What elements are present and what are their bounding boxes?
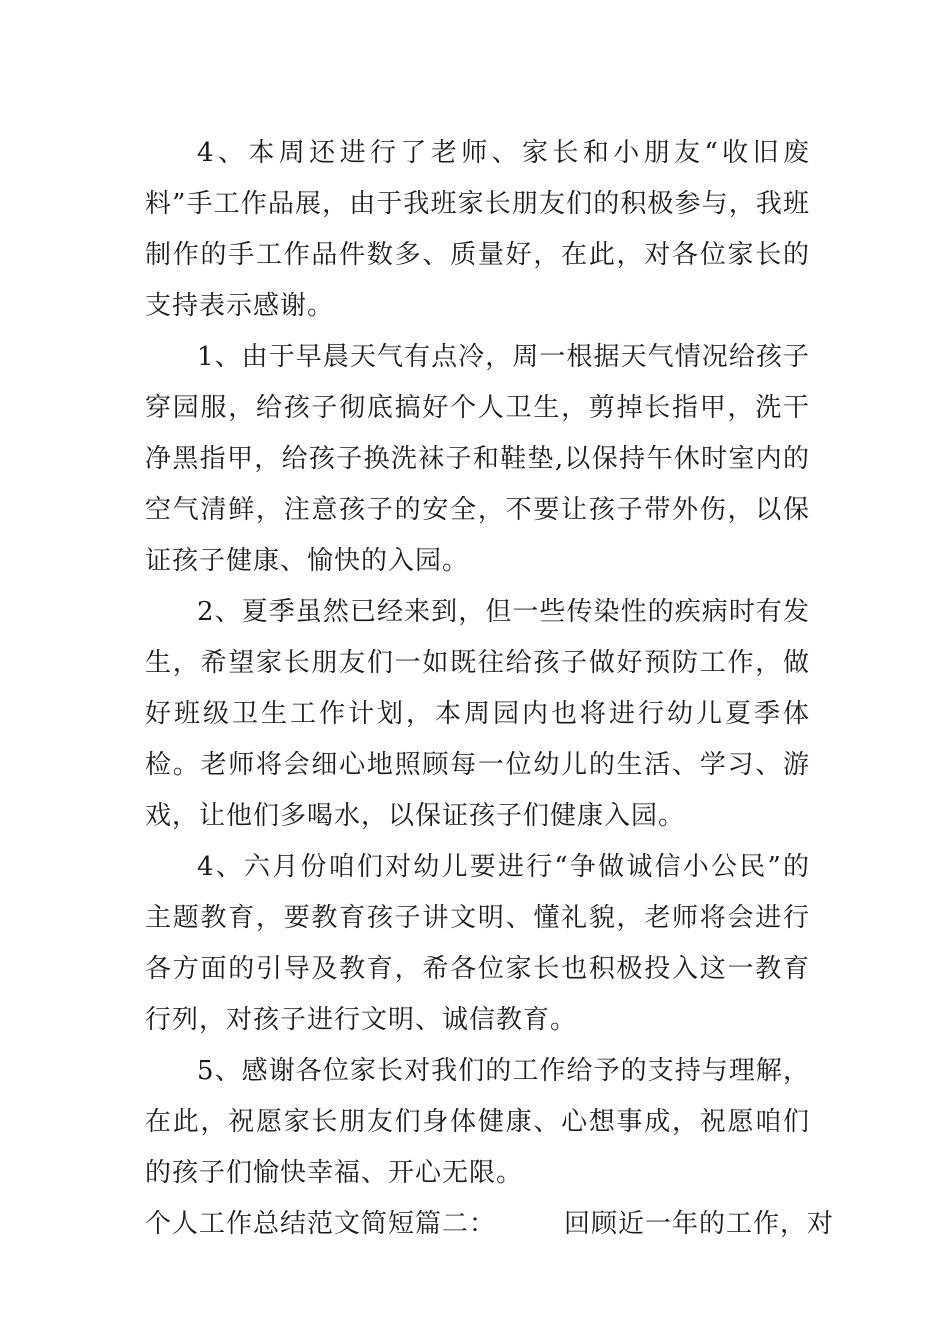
paragraph-disease-prevention: 2、夏季虽然已经来到，但一些传染性的疾病时有发生，希望家长朋友们一如既往给孩子做好预防工作，做好班级卫生工作计划，本周园内也将进行幼儿夏季体检。老师将会细心地照顾每一位幼儿的生活、学习、游戏，让他们多喝水，以保证孩子们健康入园。 bbox=[145, 597, 810, 831]
paragraph-handicraft-exhibition: 4、本周还进行了老师、家长和小朋友“收旧废料”手工作品展，由于我班家长朋友们的积极参与，我班制作的手工作品件数多、质量好，在此，对各位家长的支持表示感谢。 bbox=[145, 138, 810, 321]
section-heading-line bbox=[145, 1199, 835, 1250]
paragraph-integrity-education: 4、六月份咱们对幼儿要进行“争做诚信小公民”的主题教育，要教育孩子讲文明、懂礼貌，老师将会进行各方面的引导及教育，希各位家长也积极投入这一教育行列，对孩子进行文明、诚信教育。 bbox=[145, 852, 810, 1035]
section-start-text: 回顾近一年的工作，对 bbox=[564, 1209, 835, 1239]
document-body bbox=[145, 128, 835, 1250]
section-heading: 个人工作总结范文简短篇二： bbox=[145, 1209, 497, 1239]
paragraph-thanks: 5、感谢各位家长对我们的工作给予的支持与理解，在此，祝愿家长朋友们身体健康、心想事成，祝愿咱们的孩子们愉快幸福、开心无限。 bbox=[145, 1056, 810, 1188]
paragraph-hygiene: 1、由于早晨天气有点冷，周一根据天气情况给孩子穿园服，给孩子彻底搞好个人卫生，剪掉长指甲，洗干净黑指甲，给孩子换洗袜子和鞋垫,以保持午休时室内的空气清鲜，注意孩子的安全，不要让孩子带外伤，以保证孩子健康、愉快的入园。 bbox=[145, 342, 810, 576]
